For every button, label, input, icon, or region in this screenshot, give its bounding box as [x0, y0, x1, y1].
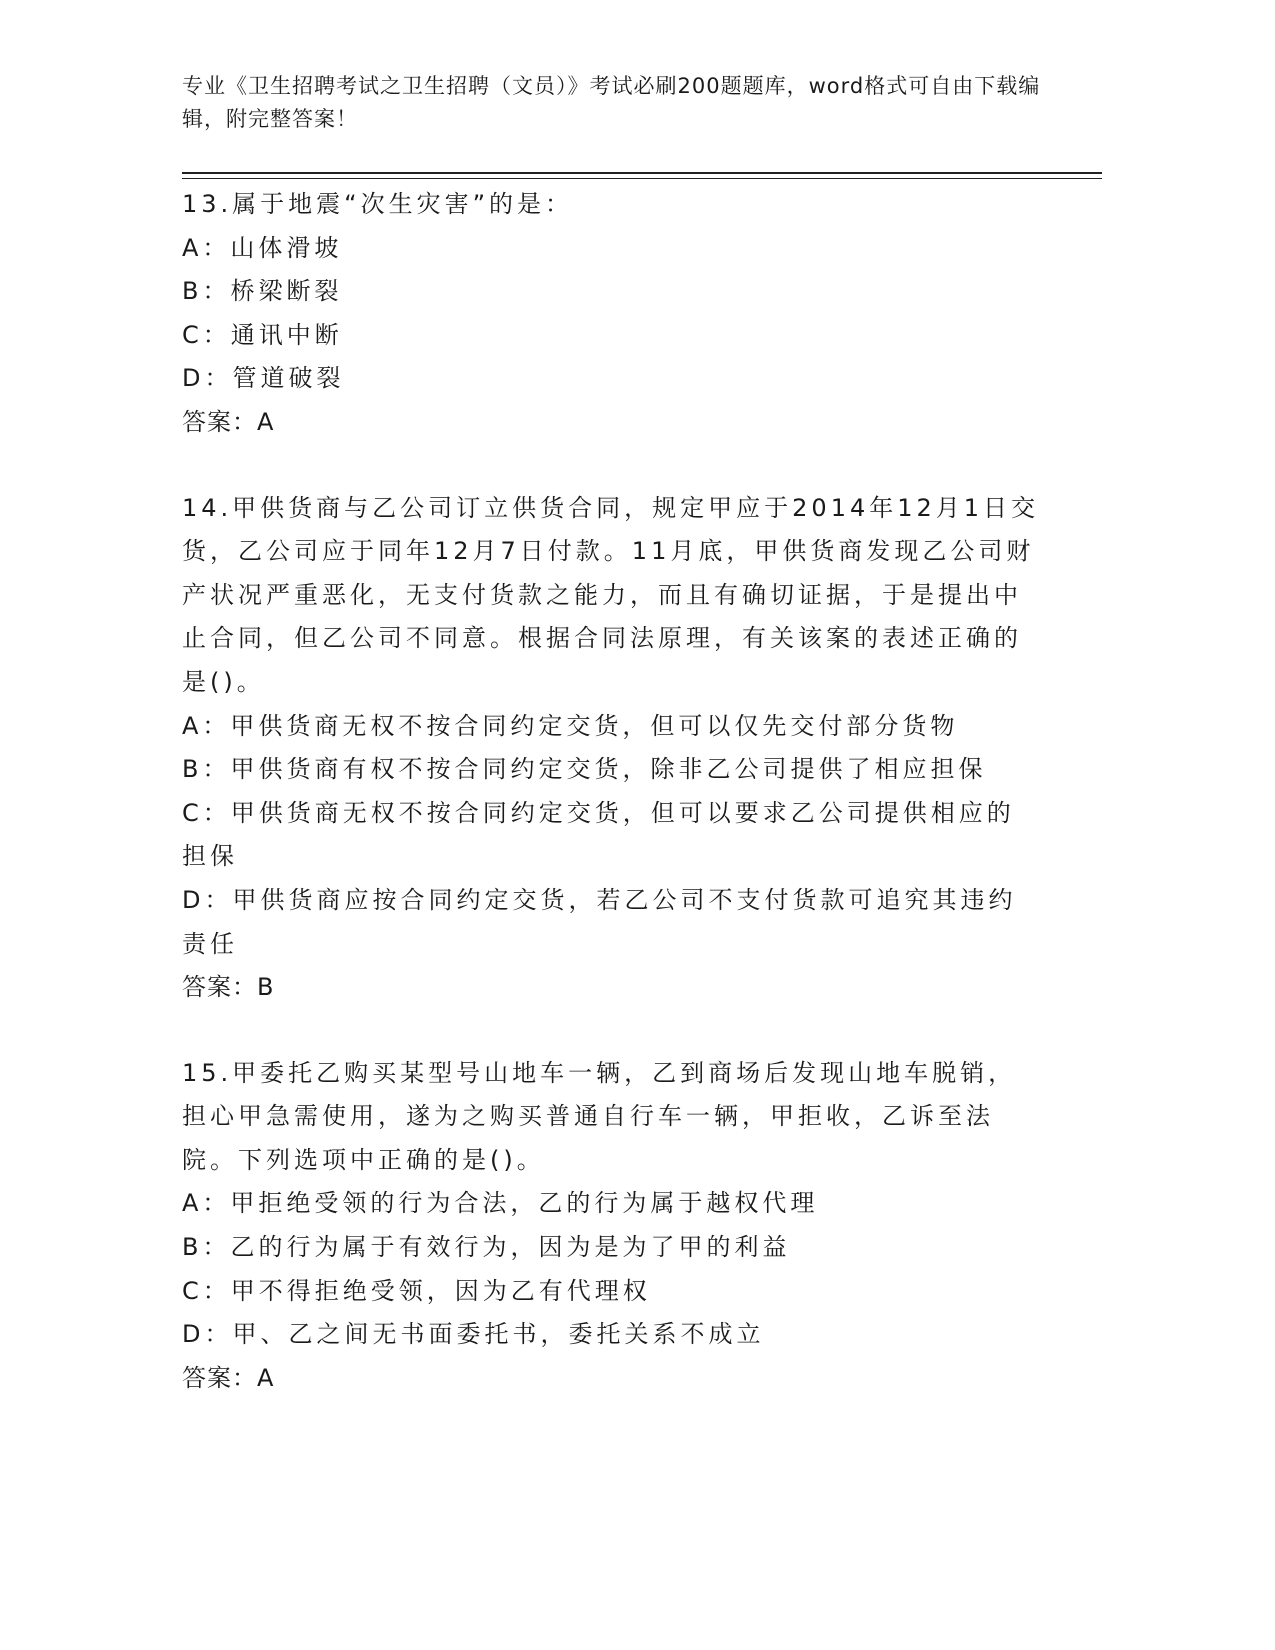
question-14	[182, 487, 1042, 1010]
option-text: 山体滑坡	[230, 233, 343, 262]
option-text: 甲供货商无权不按合同约定交货，但可以仅先交付部分货物	[230, 711, 959, 740]
option-a	[182, 705, 1042, 749]
option-c	[182, 314, 1042, 358]
option-d	[182, 879, 1042, 966]
answer-line	[182, 1357, 1042, 1401]
option-key: C：	[182, 1276, 231, 1305]
option-text: 甲、乙之间无书面委托书，委托关系不成立	[232, 1320, 765, 1349]
option-key: B：	[182, 755, 231, 784]
option-key: C：	[182, 798, 231, 827]
option-text: 乙的行为属于有效行为，因为是为了甲的利益	[230, 1233, 791, 1262]
option-key: A：	[182, 711, 231, 740]
question-list	[182, 183, 1042, 1442]
option-text: 甲拒绝受领的行为合法，乙的行为属于越权代理	[230, 1189, 819, 1218]
option-text: 桥梁断裂	[230, 277, 343, 306]
option-key: A：	[182, 1189, 231, 1218]
answer-label: 答案：	[182, 407, 257, 436]
option-text: 管道破裂	[232, 364, 345, 393]
question-13	[182, 183, 1042, 445]
option-text: 甲供货商无权不按合同约定交货，但可以要求乙公司提供相应的担保	[182, 798, 1015, 871]
option-a	[182, 1182, 1042, 1226]
option-d	[182, 1313, 1042, 1357]
option-b	[182, 270, 1042, 314]
option-key: B：	[182, 1233, 231, 1262]
question-stem: 14.甲供货商与乙公司订立供货合同，规定甲应于2014年12月1日交货，乙公司应于同年12月7日付款。11月底，甲供货商发现乙公司财产状况严重恶化，无支付货款之能力，而且有确切证据，于是提出中止合同，但乙公司不同意。根据合同法原理，有关该案的表述正确的是()。	[182, 493, 1040, 696]
option-key: D：	[182, 885, 233, 914]
answer-label: 答案：	[182, 973, 257, 1002]
header-divider-thick	[182, 172, 1102, 174]
question-stem: 13.属于地震“次生灾害”的是：	[182, 190, 574, 218]
question-stem: 15.甲委托乙购买某型号山地车一辆，乙到商场后发现山地车脱销，担心甲急需使用，遂为之购买普通自行车一辆，甲拒收，乙诉至法院。下列选项中正确的是()。	[182, 1058, 1017, 1174]
option-d	[182, 357, 1042, 401]
option-key: D：	[182, 364, 233, 393]
option-b	[182, 748, 1042, 792]
question-15	[182, 1052, 1042, 1401]
answer-value: A	[257, 407, 275, 436]
option-c	[182, 792, 1042, 879]
option-key: A：	[182, 233, 231, 262]
answer-line	[182, 401, 1042, 445]
document-header: 专业《卫生招聘考试之卫生招聘（文员）》考试必刷200题题库，word格式可自由下载编辑，附完整答案！	[182, 74, 1041, 131]
option-b	[182, 1226, 1042, 1270]
answer-value: B	[257, 973, 275, 1002]
option-a	[182, 227, 1042, 271]
option-text: 甲供货商有权不按合同约定交货，除非乙公司提供了相应担保	[230, 755, 987, 784]
option-key: C：	[182, 320, 231, 349]
option-text: 通讯中断	[230, 320, 343, 349]
answer-line	[182, 966, 1042, 1010]
option-c	[182, 1270, 1042, 1314]
answer-label: 答案：	[182, 1363, 257, 1392]
option-key: B：	[182, 277, 231, 306]
header-divider-thin	[182, 178, 1102, 179]
option-text: 甲不得拒绝受领，因为乙有代理权	[230, 1276, 651, 1305]
answer-value: A	[257, 1363, 275, 1392]
option-key: D：	[182, 1320, 233, 1349]
option-text: 甲供货商应按合同约定交货，若乙公司不支付货款可追究其违约责任	[182, 885, 1017, 958]
